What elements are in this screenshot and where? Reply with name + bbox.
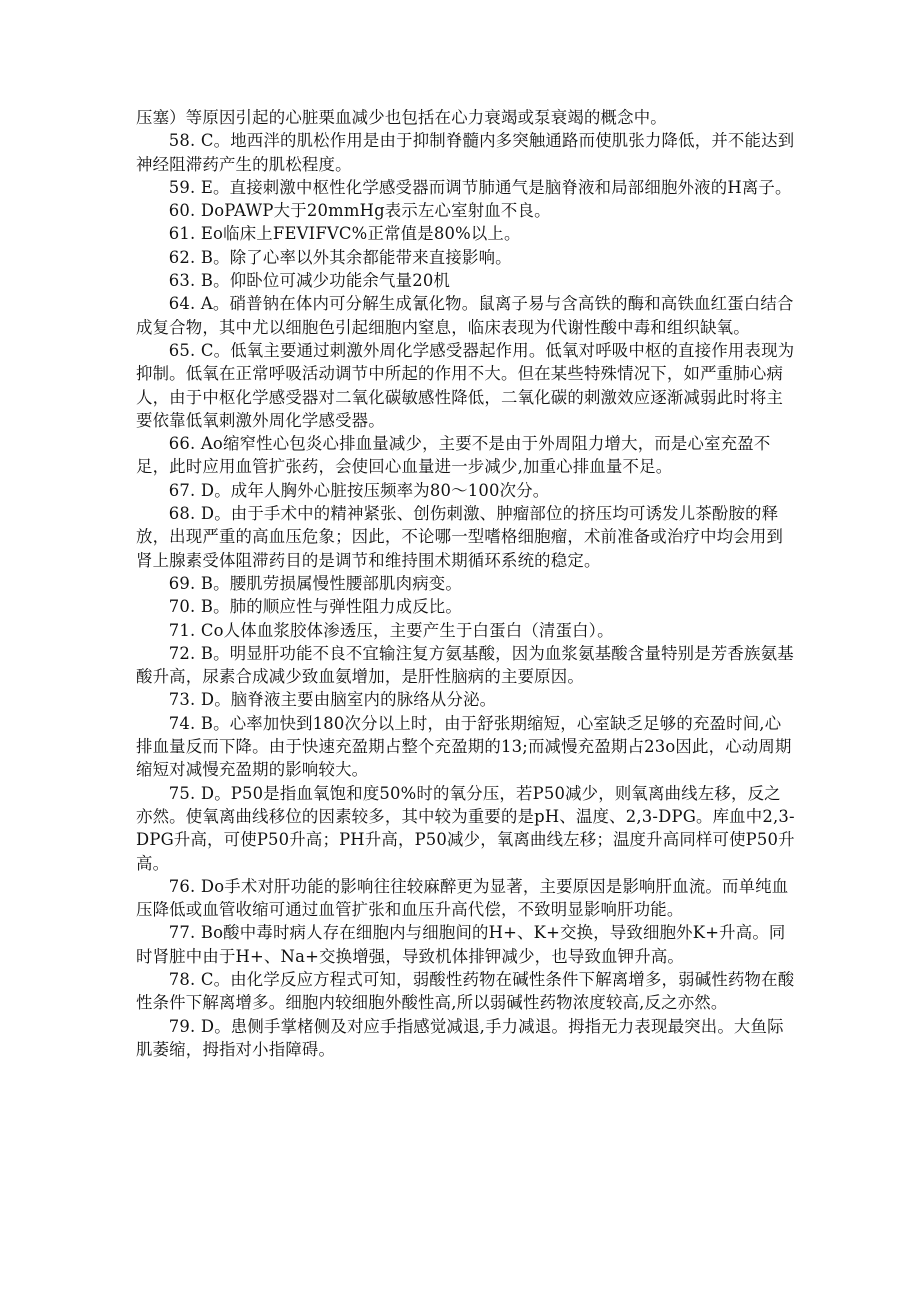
answer-76: 76. Do手术对肝功能的影响往往较麻醉更为显著，主要原因是影响肝血流。而单纯血压降低或血管收缩可通过血管扩张和血压升高代偿，不致明显影响肝功能。 <box>136 876 789 920</box>
answer-77: 77. Bo酸中毒时病人存在细胞内与细胞间的H+、K+交换，导致细胞外K+升高。同时肾脏中由于H+、Na+交换增强，导致机体排钾减少，也导致血钾升高。 <box>136 923 786 966</box>
answer-62: 62. B。除了心率以外其余都能带来直接影响。 <box>168 247 512 267</box>
answer-70: 70. B。肺的顺应性与弹性阻力成反比。 <box>168 597 462 617</box>
answer-63: 63. B。仰卧位可减少功能余气量20机 <box>168 271 451 291</box>
answer-75: 75. D。P50是指血氧饱和度50%时的氧分压，若P50减少，则氧离曲线左移，反之亦然。使氧离曲线移位的因素较多，其中较为重要的是pH、温度、2,3-DPG。库血中2,3-DPG升高，可使P50升高；PH升高，P50减少，氧离曲线左移；温度升高同样可使P50升高。 <box>136 783 795 873</box>
answer-58: 58. C。地西泮的肌松作用是由于抑制脊髓内多突触通路而使肌张力降低，并不能达到神经阻滞药产生的肌松程度。 <box>136 131 795 174</box>
answer-71: 71. Co人体血浆胶体渗透压，主要产生于白蛋白（清蛋白）。 <box>168 620 614 640</box>
answer-66: 66. Ao缩窄性心包炎心排血量减少，主要不是由于外周阻力增大，而是心室充盈不足，此时应用血管扩张药，会使回心血量进一步减少,加重心排血量不足。 <box>136 434 771 477</box>
answer-67: 67. D。成年人胸外心脏按压频率为80～100次分。 <box>168 480 550 500</box>
document-body <box>136 106 796 1061</box>
answer-78: 78. C。由化学反应方程式可知，弱酸性药物在碱性条件下解离增多，弱碱性药物在酸性条件下解离增多。细胞内较细胞外酸性高,所以弱碱性药物浓度较高,反之亦然。 <box>136 969 795 1013</box>
answer-79: 79. D。患侧手掌楮侧及对应手指感觉减退,手力减退。拇指无力表现最突出。大鱼际肌萎缩，拇指对小指障碍。 <box>136 1016 784 1059</box>
answer-72: 72. B。明显肝功能不良不宜输注复方氨基酸，因为血浆氨基酸含量特别是芳香族氨基酸升高，尿素合成减少致血氨增加，是肝性脑病的主要原因。 <box>136 643 794 687</box>
answer-59: 59. E。直接刺激中枢性化学感受器而调节肺通气是脑脊液和局部细胞外液的H离子。 <box>168 177 792 197</box>
answer-73: 73. D。脑脊液主要由脑室内的脉络从分泌。 <box>168 690 497 710</box>
answer-60: 60. DoPAWP大于20mmHg表示左心室射血不良。 <box>168 201 551 221</box>
paragraph-continuation: 压塞）等原因引起的心脏栗血减少也包括在心力衰竭或泵衰竭的概念中。 <box>136 108 667 127</box>
answer-69: 69. B。腰肌劳损属慢性腰部肌肉病变。 <box>168 573 462 593</box>
answer-61: 61. Eo临床上FEVIFVC%正常值是80%以上。 <box>168 224 521 244</box>
answer-65: 65. C。低氧主要通过刺激外周化学感受器起作用。低氧对呼吸中枢的直接作用表现为抑制。低氧在正常呼吸活动调节中所起的作用不大。但在某些特殊情况下，如严重肺心病人，由于中枢化学感受器对二氧化碳敏感性降低，二氧化碳的刺激效应逐渐减弱此时将主要依靠低氧刺激外周化学感受器。 <box>136 340 795 430</box>
answer-64: 64. A。硝普钠在体内可分解生成氰化物。鼠离子易与含高铁的酶和高铁血红蛋白结合成复合物，其中尤以细胞色引起细胞内窒息，临床表现为代谢性酸中毒和组织缺氧。 <box>136 294 794 337</box>
answer-68: 68. D。由于手术中的精神紧张、创伤刺激、肿瘤部位的挤压均可诱发儿茶酚胺的释放，出现严重的高血压危象；因此，不论哪一型嗜格细胞瘤，术前准备或治疗中均会用到肾上腺素受体阻滞药目的是调节和维持围术期循环系统的稳定。 <box>136 504 784 570</box>
answer-74: 74. B。心率加快到180次分以上时，由于舒张期缩短，心室缺乏足够的充盈时间,心排血量反而下降。由于快速充盈期占整个充盈期的13;而减慢充盈期占23o因此，心动周期缩短对减慢充盈期的影响较大。 <box>136 713 792 780</box>
